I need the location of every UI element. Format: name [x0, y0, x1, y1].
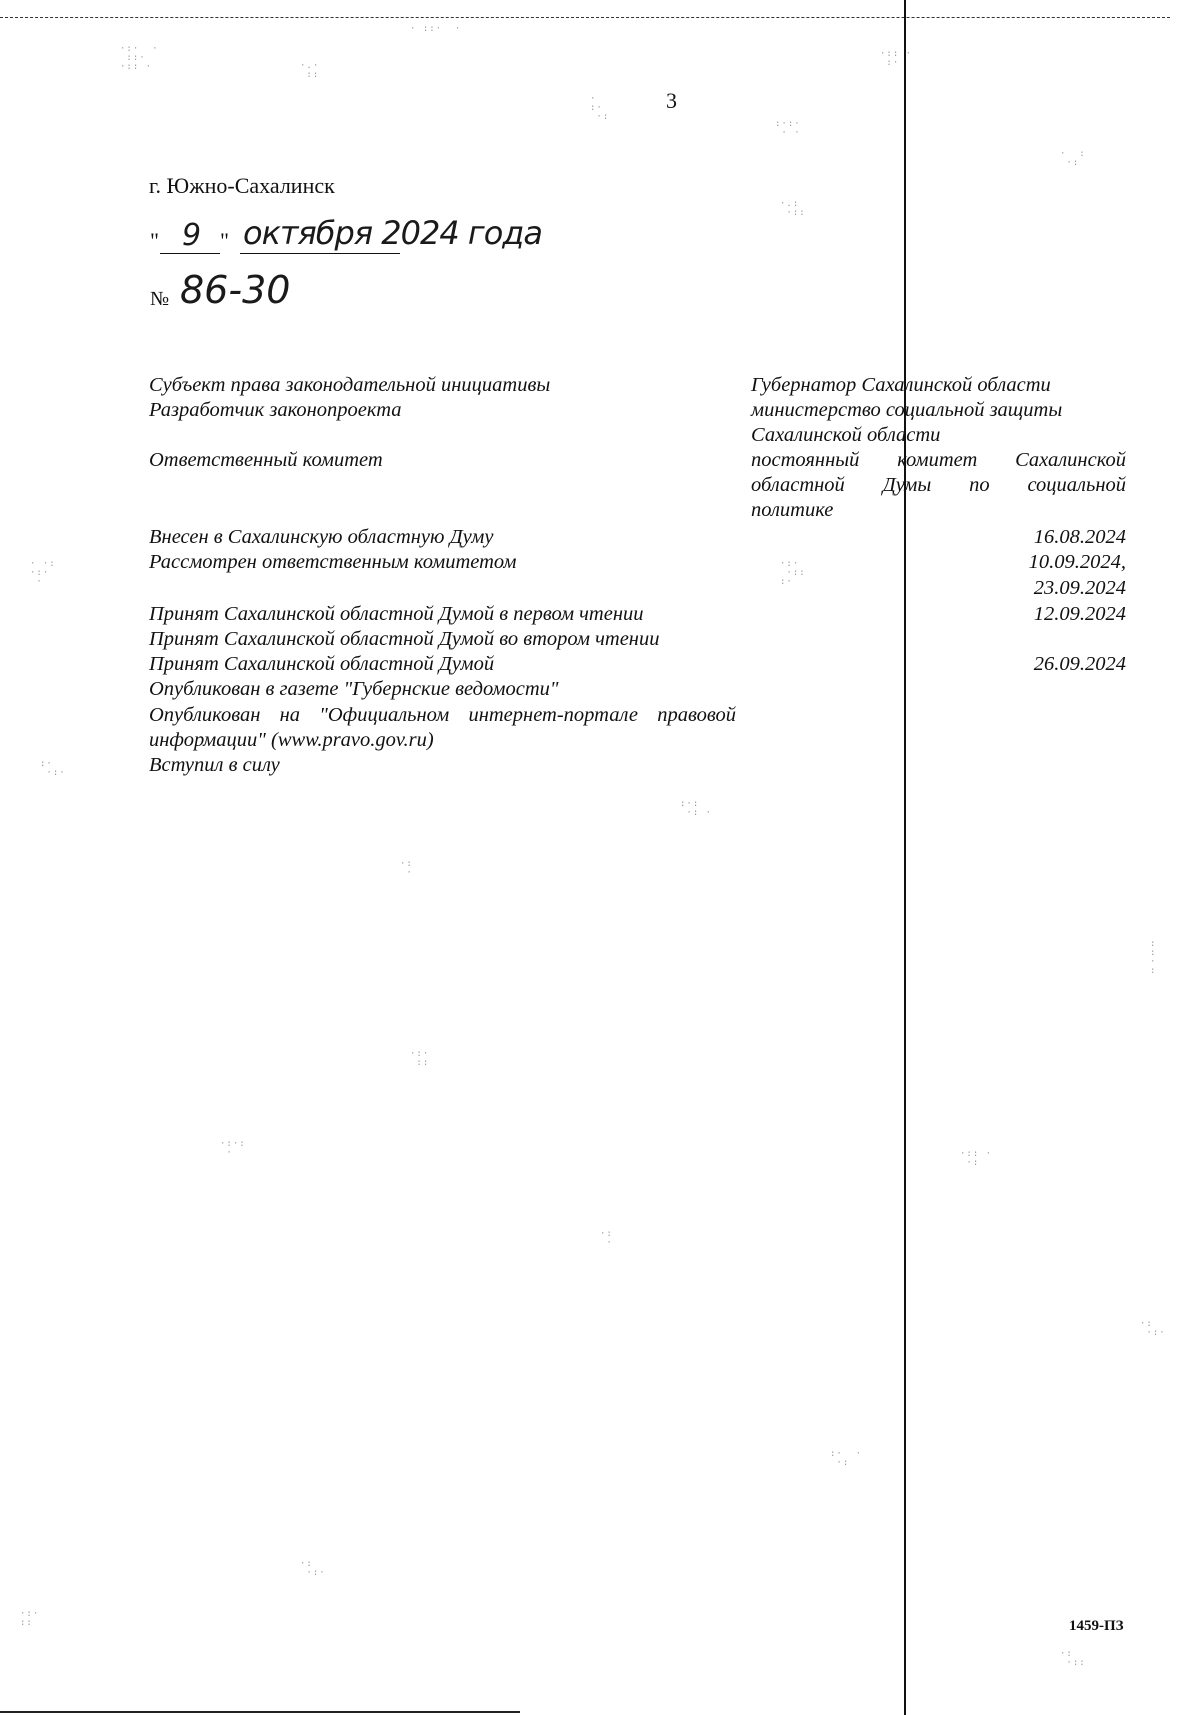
date-reviewed-2: 23.09.2024: [1033, 577, 1126, 599]
scan-noise: ·:· ·:: :·: [780, 559, 806, 587]
label-published-portal-line2: информации" (www.pravo.gov.ru): [149, 729, 434, 751]
label-first-reading: Принят Сахалинской областной Думой в первом чтении: [149, 603, 644, 625]
date-quote-close: ": [220, 228, 229, 253]
scan-noise: ·.: ·::: [780, 199, 806, 218]
scan-noise: · ::· ·: [410, 24, 462, 34]
scan-bottom-edge-line: [0, 1711, 520, 1713]
date-submitted: 16.08.2024: [1033, 526, 1126, 548]
month-underline: [240, 253, 400, 254]
label-reviewed: Рассмотрен ответственным комитетом: [149, 551, 517, 573]
date-reviewed-1: 10.09.2024,: [1028, 551, 1126, 573]
scan-noise: :·:· · ·: [775, 119, 801, 138]
scan-noise: ·:·: ·: [220, 1139, 246, 1158]
scan-noise: ·: ·:·: [1140, 1319, 1166, 1338]
label-subject: Субъект права законодательной инициативы: [149, 374, 551, 396]
label-published-newspaper: Опубликован в газете "Губернские ведомости": [149, 678, 559, 700]
label-second-reading: Принят Сахалинской областной Думой во втором чтении: [149, 628, 660, 650]
scan-noise: ·: ·::: [1060, 1649, 1086, 1668]
value-committee-line2: областной Думы по социальной: [751, 474, 1126, 496]
label-submitted: Внесен в Сахалинскую областную Думу: [149, 526, 494, 548]
scan-noise: · :· ·:: [590, 94, 610, 122]
scan-noise: ·:· ::: [410, 1049, 430, 1068]
scan-noise: ·:: · :·: [880, 49, 913, 68]
value-committee-line3: политике: [751, 499, 834, 521]
scan-noise: ·:: · ·:: [960, 1149, 993, 1168]
scan-noise: ·: ·:·: [300, 1559, 326, 1578]
scan-top-edge-line: [0, 17, 1170, 18]
label-developer: Разработчик законопроекта: [149, 399, 402, 421]
city-name: г. Южно-Сахалинск: [149, 173, 335, 198]
value-developer-line2: Сахалинской области: [751, 424, 941, 446]
adoption-day: 9: [182, 218, 202, 253]
scan-noise: · : ·:: [1060, 149, 1086, 168]
scan-noise: · ·: ·:· ·: [30, 559, 56, 587]
date-quote-open: ": [150, 228, 159, 253]
value-subject: Губернатор Сахалинской области: [751, 374, 1051, 396]
scan-noise: ·:· · ::· ·:: ·: [120, 44, 159, 72]
page-number: 3: [666, 88, 677, 113]
date-first-reading: 12.09.2024: [1033, 603, 1126, 625]
scan-noise: ·: ·: [400, 859, 413, 878]
label-committee: Ответственный комитет: [149, 449, 383, 471]
scan-noise: :· · ·:: [830, 1449, 863, 1468]
scan-noise: ·.· ::: [300, 61, 320, 80]
value-committee-line1: постоянный комитет Сахалинской: [751, 449, 1126, 471]
adoption-month-year: октября 2024 года: [243, 214, 542, 252]
scan-noise: :·: ·: ·: [680, 799, 713, 818]
document-code: 1459-ПЗ: [1069, 1618, 1124, 1634]
label-adopted: Принят Сахалинской областной Думой: [149, 653, 495, 675]
scan-noise: : : · :: [1150, 939, 1157, 976]
label-published-portal-line1: Опубликован на "Официальном интернет-портале правовой: [149, 704, 736, 726]
law-number-value: 86-30: [180, 268, 291, 312]
value-developer-line1: министерство социальной защиты: [751, 399, 1063, 421]
day-underline: [160, 253, 220, 254]
scan-noise: ·: ·: [600, 1229, 613, 1248]
date-adopted: 26.09.2024: [1033, 653, 1126, 675]
scan-vertical-line: [904, 0, 906, 1715]
number-sign: №: [150, 288, 170, 310]
scan-noise: :· ·:·: [40, 759, 66, 778]
label-entered-force: Вступил в силу: [149, 754, 280, 776]
scan-noise: ·:· ::: [20, 1609, 40, 1628]
